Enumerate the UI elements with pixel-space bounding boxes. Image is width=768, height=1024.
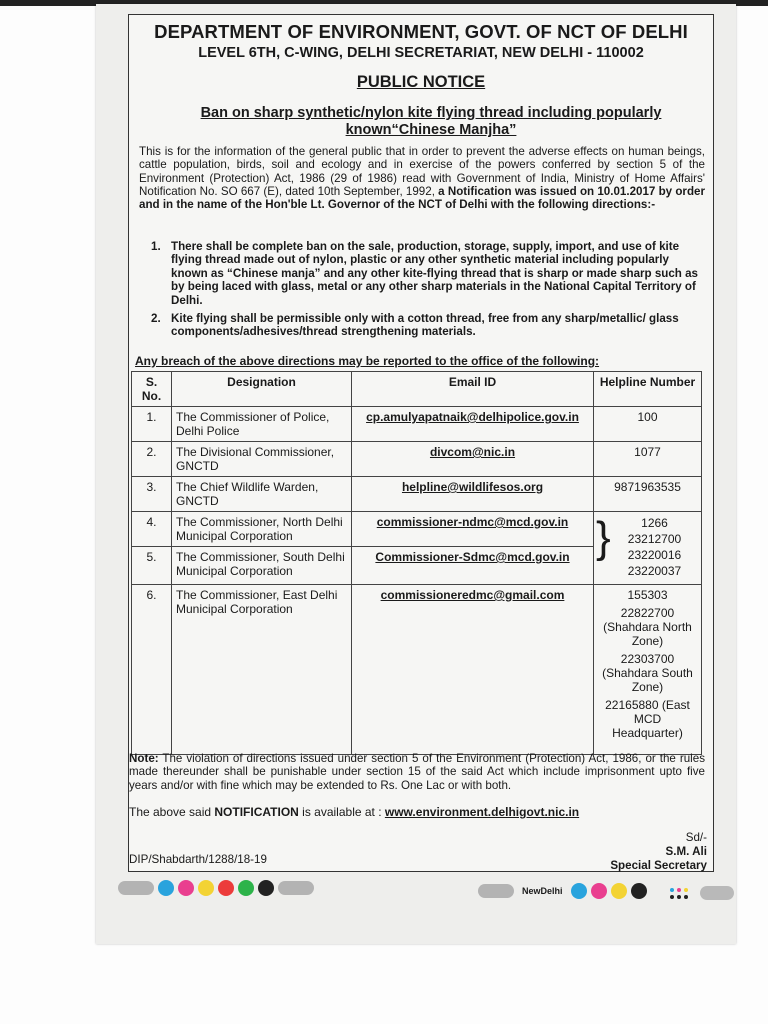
notice-subject: Ban on sharp synthetic/nylon kite flying thread including popularly known“Chinese Manjha” xyxy=(200,105,662,138)
email-link[interactable]: commissioner-ndmc@mcd.gov.in xyxy=(352,512,594,547)
color-swatch xyxy=(278,881,314,895)
table-header-row xyxy=(132,372,702,407)
note-text: The violation of directions issued under section 5 of the Environment (Protection) Act, 1986, or the rules made thereunder shall be punishable under section 15 of the said Act which include imprisonment upto five years and/or with fine which may be extended to Rs. One Lac or with both. xyxy=(129,752,705,792)
direction-text: Kite flying shall be permissible only with a cotton thread, free from any sharp/metallic/ glass components/adhesives/thread strengthening materials. xyxy=(171,312,679,339)
color-swatch-r xyxy=(631,883,647,899)
color-swatch-r xyxy=(571,883,587,899)
breach-heading: Any breach of the above directions may be reported to the office of the following: xyxy=(135,354,600,368)
header-designation: Designation xyxy=(172,372,352,407)
signatory-name: S.M. Ali xyxy=(665,845,707,858)
color-swatch-edge xyxy=(700,886,734,900)
intro-text: This is for the information of the general public that in order to prevent the adverse effects on human beings, cattle population, birds, soil and ecology and in exercise of the powers conferred by section 5 of the Environment (Protection) Act, 1986 (29 of 1986) read with Government of India, Ministry of Home Affairs' Notification No. SO 667 (E), dated 10th September, 1992, xyxy=(139,145,705,198)
direction-number: 1. xyxy=(151,240,161,253)
color-swatch-r xyxy=(611,883,627,899)
table-row xyxy=(132,477,702,512)
helpline-number: 23220016 xyxy=(627,548,682,562)
edition-label: NewDelhi xyxy=(522,886,563,896)
note-label: Note: xyxy=(129,752,159,765)
reference-number: DIP/Shabdarth/1288/18-19 xyxy=(129,853,267,866)
color-swatch xyxy=(238,880,254,896)
header-helpline: Helpline Number xyxy=(594,372,702,407)
color-swatch xyxy=(178,880,194,896)
helpline-number: 155303 xyxy=(627,588,668,602)
contacts-table xyxy=(131,371,702,755)
email-link[interactable]: cp.amulyapatnaik@delhipolice.gov.in xyxy=(352,407,594,442)
brace-icon: } xyxy=(596,513,611,562)
signature-sd: Sd/- xyxy=(685,831,707,844)
shared-helpline-cell xyxy=(594,512,702,585)
availability-label: NOTIFICATION xyxy=(214,805,299,819)
availability-middle: is available at : xyxy=(298,805,385,819)
helpline-number: 1077 xyxy=(594,442,702,477)
intro-paragraph xyxy=(139,145,705,211)
color-swatch xyxy=(218,880,234,896)
color-swatch xyxy=(258,880,274,896)
email-link[interactable]: commissioneredmc@gmail.com xyxy=(352,585,594,755)
availability-line xyxy=(129,805,579,819)
department-address: LEVEL 6TH, C-WING, DELHI SECRETARIAT, NEW DELHI - 110002 xyxy=(198,45,644,61)
row-sno: 3. xyxy=(132,477,172,512)
notice-heading: PUBLIC NOTICE xyxy=(356,73,486,91)
row-sno: 5. xyxy=(132,547,172,585)
helpline-number: 23220037 xyxy=(627,564,682,578)
helpline-number: 22165880 (East MCD Headquarter) xyxy=(605,698,690,740)
helpline-number: 1266 xyxy=(641,516,668,530)
availability-prefix: The above said xyxy=(129,805,215,819)
email-link[interactable]: helpline@wildlifesos.org xyxy=(352,477,594,512)
helpline-number: 22822700 (Shahdara North Zone) xyxy=(603,606,692,648)
direction-text: There shall be complete ban on the sale, production, storage, supply, import, and use of kite flying thread made out of nylon, plastic or any other synthetic material including popularly known as “Chinese manja” and any other kite-flying thread that is sharp or made sharp such as by being laced with glass, metal or any other sharp materials in the National Capital Territory of Delhi. xyxy=(171,240,699,307)
row-sno: 1. xyxy=(132,407,172,442)
color-swatch xyxy=(198,880,214,896)
signatory-designation: Special Secretary xyxy=(610,859,707,872)
row-designation: The Commissioner, North Delhi Municipal Corporation xyxy=(172,512,352,547)
table-row xyxy=(132,585,702,755)
row-designation: The Divisional Commissioner, GNCTD xyxy=(172,442,352,477)
color-swatch xyxy=(158,880,174,896)
row-sno: 4. xyxy=(132,512,172,547)
direction-item xyxy=(151,312,705,339)
row-designation: The Chief Wildlife Warden, GNCTD xyxy=(172,477,352,512)
table-row xyxy=(132,407,702,442)
color-swatch xyxy=(118,881,154,895)
row-sno: 6. xyxy=(132,585,172,755)
helpline-number: 100 xyxy=(594,407,702,442)
email-link[interactable]: divcom@nic.in xyxy=(352,442,594,477)
row-designation: The Commissioner, South Delhi Municipal Corporation xyxy=(172,547,352,585)
directions-list xyxy=(151,240,705,344)
row-designation: The Commissioner, East Delhi Municipal Corporation xyxy=(172,585,352,755)
header-sno: S. No. xyxy=(132,372,172,407)
department-title: DEPARTMENT OF ENVIRONMENT, GOVT. OF NCT OF DELHI xyxy=(154,21,688,42)
table-row xyxy=(132,512,702,547)
email-link[interactable]: Commissioner-Sdmc@mcd.gov.in xyxy=(352,547,594,585)
print-color-bar-left xyxy=(118,880,314,896)
table-row xyxy=(132,442,702,477)
east-helpline-cell xyxy=(594,585,702,755)
color-swatch-r xyxy=(478,884,514,898)
print-color-bar-right xyxy=(478,883,647,899)
helpline-number: 22303700 (Shahdara South Zone) xyxy=(602,652,693,694)
row-designation: The Commissioner of Police, Delhi Police xyxy=(172,407,352,442)
color-swatch-r xyxy=(591,883,607,899)
helpline-number: 9871963535 xyxy=(594,477,702,512)
signature-block xyxy=(610,831,707,873)
direction-item xyxy=(151,240,705,307)
note-paragraph xyxy=(129,752,705,792)
direction-number: 2. xyxy=(151,312,161,326)
website-link[interactable]: www.environment.delhigovt.nic.in xyxy=(384,805,580,819)
public-notice xyxy=(128,14,714,872)
helpline-number: 23212700 xyxy=(627,532,682,546)
row-sno: 2. xyxy=(132,442,172,477)
registration-dots-icon xyxy=(670,888,690,902)
header-email: Email ID xyxy=(352,372,594,407)
intro-bold-text: a Notification was issued on 10.01.2017 by order and in the name of the Hon'ble Lt. Governor of the NCT of Delhi with the following directions:- xyxy=(139,184,705,212)
